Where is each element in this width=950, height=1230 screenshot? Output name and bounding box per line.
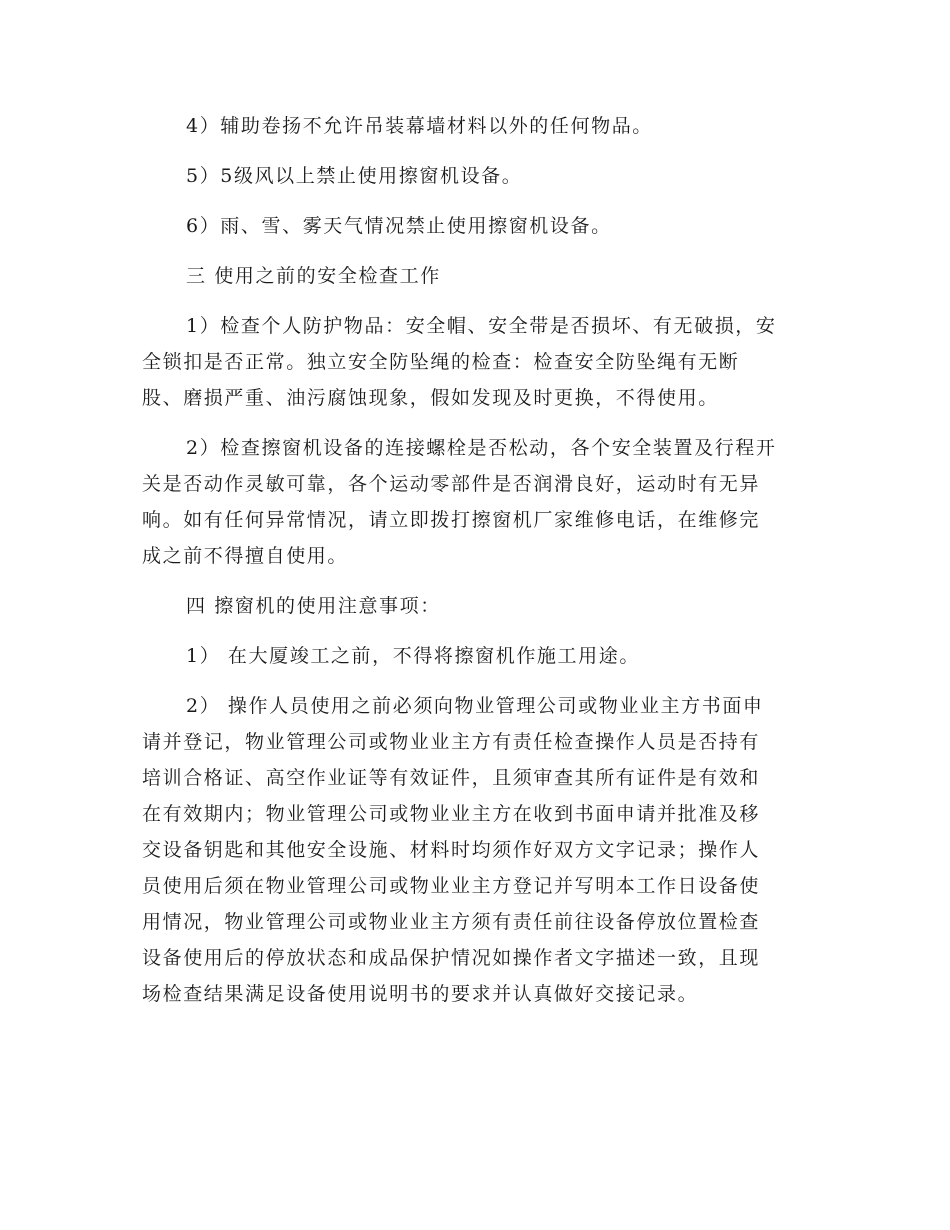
text-line: 在有效期内；物业管理公司或物业业主方在收到书面申请并批准及移	[142, 803, 761, 825]
paragraph-usage-1	[142, 638, 812, 674]
heading-text: 三 使用之前的安全检查工作	[186, 265, 441, 287]
text-line: 员使用后须在物业管理公司或物业业主方登记并写明本工作日设备使	[142, 875, 761, 897]
text-line: 响。如有任何异常情况，请立即拨打擦窗机厂家维修电话，在维修完	[142, 509, 761, 531]
text-line: 2） 操作人员使用之前必须向物业管理公司或物业业主方书面申	[186, 695, 764, 717]
text-line: 全锁扣是否正常。独立安全防坠绳的检查：检查安全防坠绳有无断	[142, 351, 740, 373]
text-line: 关是否动作灵敏可靠，各个运动零部件是否润滑良好，运动时有无异	[142, 473, 761, 495]
text-line: 培训合格证、高空作业证等有效证件，且须审查其所有证件是有效和	[142, 767, 761, 789]
text-line: 股、磨损严重、油污腐蚀现象，假如发现及时更换，不得使用。	[142, 387, 719, 409]
heading-text: 四 擦窗机的使用注意事项：	[186, 595, 441, 617]
text-line: 1） 在大厦竣工之前，不得将擦窗机作施工用途。	[186, 645, 640, 667]
paragraph-item-6	[142, 208, 812, 244]
paragraph-item-4	[142, 108, 812, 144]
text-line: 5）5级风以上禁止使用擦窗机设备。	[186, 165, 523, 187]
text-line: 用情况，物业管理公司或物业业主方须有责任前往设备停放位置检查	[142, 911, 761, 933]
paragraph-item-5	[142, 158, 812, 194]
document-body	[142, 108, 812, 1012]
text-line: 1）检查个人防护物品：安全帽、安全带是否损坏、有无破损，安	[186, 315, 777, 337]
text-line: 设备使用后的停放状态和成品保护情况如操作者文字描述一致，且现	[142, 947, 761, 969]
text-line: 请并登记，物业管理公司或物业业主方有责任检查操作人员是否持有	[142, 731, 761, 753]
text-line: 6）雨、雪、雾天气情况禁止使用擦窗机设备。	[186, 215, 612, 237]
text-line: 场检查结果满足设备使用说明书的要求并认真做好交接记录。	[142, 983, 699, 1005]
section-heading-4	[142, 588, 812, 624]
text-line: 2）检查擦窗机设备的连接螺栓是否松动，各个安全装置及行程开	[186, 437, 777, 459]
paragraph-safety-check-1	[142, 308, 812, 416]
text-line: 4）辅助卷扬不允许吊装幕墙材料以外的任何物品。	[186, 115, 653, 137]
paragraph-safety-check-2	[142, 430, 812, 574]
section-heading-3	[142, 258, 812, 294]
text-line: 成之前不得擅自使用。	[142, 545, 349, 567]
text-line: 交设备钥匙和其他安全设施、材料时均须作好双方文字记录；操作人	[142, 839, 761, 861]
paragraph-usage-2	[142, 688, 812, 1012]
